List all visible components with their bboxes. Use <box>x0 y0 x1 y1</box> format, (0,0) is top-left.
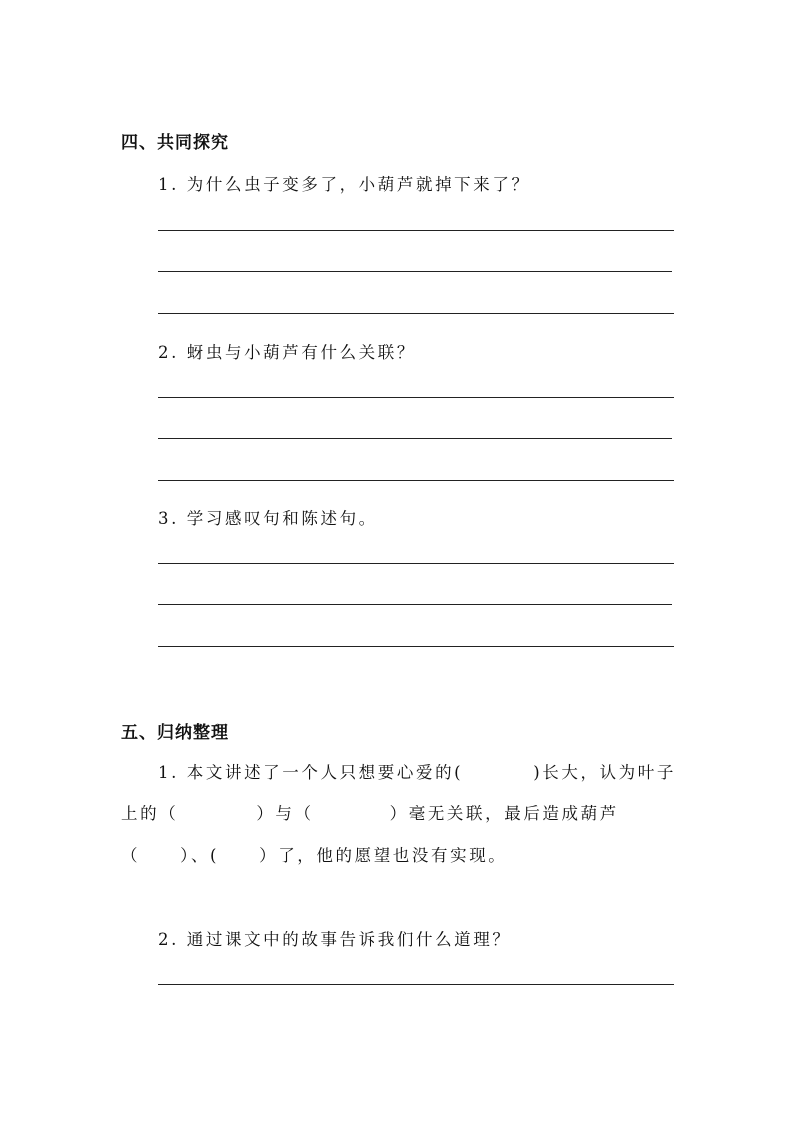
fill-blank-text: ）、( <box>180 846 220 865</box>
answer-line[interactable] <box>158 313 674 314</box>
answer-line[interactable] <box>158 271 672 272</box>
fill-blank-text: 1. 本文讲述了一个人只想要心爱的( <box>158 763 464 782</box>
fill-blank-text: ）与（ <box>256 804 314 823</box>
answer-line[interactable] <box>158 480 674 481</box>
section-heading-5: 五、归纳整理 <box>121 723 229 743</box>
fill-blank-text: ）了，他的愿望也没有实现。 <box>259 846 508 865</box>
answer-line[interactable] <box>158 230 674 231</box>
question-1: 1. 为什么虫子变多了，小葫芦就掉下来了？ <box>158 175 531 194</box>
answer-line[interactable] <box>158 604 672 605</box>
fill-blank-text: （ <box>121 846 141 865</box>
question-2: 2. 蚜虫与小葫芦有什么关联？ <box>158 343 416 362</box>
answer-line[interactable] <box>158 438 672 439</box>
answer-line[interactable] <box>158 646 674 647</box>
question-3: 3. 学习感叹句和陈述句。 <box>158 509 378 528</box>
fill-blank-line-1 <box>158 759 676 783</box>
question-summary-2: 2. 通过课文中的故事告诉我们什么道理？ <box>158 930 512 949</box>
answer-line[interactable] <box>158 397 674 398</box>
answer-line[interactable] <box>158 563 674 564</box>
fill-blank-text: ）毫无关联，最后造成葫芦 <box>389 804 619 823</box>
fill-blank-line-2 <box>121 800 619 824</box>
section-heading-4: 四、共同探究 <box>121 133 229 153</box>
answer-line[interactable] <box>158 984 674 985</box>
fill-blank-line-3 <box>121 842 507 866</box>
fill-blank-text: 上的（ <box>121 804 179 823</box>
fill-blank-text: )长大，认为叶子 <box>533 763 676 782</box>
